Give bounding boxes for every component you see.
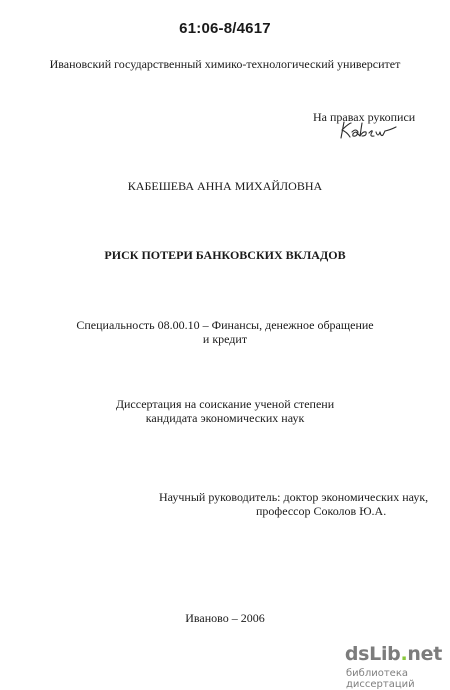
document-code: 61:06-8/4617 — [179, 20, 271, 37]
specialty-line-1: Специальность 08.00.10 – Финансы, денежное обращение — [76, 318, 374, 332]
supervisor-line-2: профессор Соколов Ю.А. — [256, 504, 387, 518]
degree-line-1: Диссертация на соискание ученой степени — [115, 397, 335, 411]
dissertation-title: РИСК ПОТЕРИ БАНКОВСКИХ ВКЛАДОВ — [104, 248, 346, 262]
city-year: Иваново – 2006 — [185, 611, 265, 625]
university-name: Ивановский государственный химико-технологический университет — [49, 57, 401, 71]
logo-tld: net — [407, 643, 442, 665]
specialty-line-2: и кредит — [202, 332, 248, 346]
author-name: КАБЕШЕВА АННА МИХАЙЛОВНА — [127, 179, 323, 193]
logo-main: dsLib — [344, 643, 401, 665]
handwritten-signature — [338, 118, 408, 142]
logo-dot: . — [400, 643, 408, 665]
supervisor-line-1: Научный руководитель: доктор экономических наук, — [159, 490, 429, 504]
degree-line-2: кандидата экономических наук — [145, 411, 305, 425]
manuscript-note: На правах рукописи — [313, 110, 416, 124]
dslib-watermark[interactable] — [344, 643, 446, 690]
dslib-subtitle: библиотека диссертаций — [346, 668, 415, 690]
dslib-logo — [345, 643, 442, 665]
